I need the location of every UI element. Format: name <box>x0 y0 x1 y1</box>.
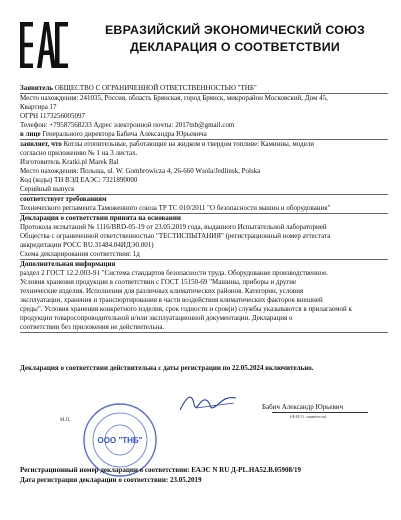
additional-line6: продукции товаросопроводительной и/или эксплуатационной документации. Декларация о <box>20 314 293 322</box>
applicant-contacts: Телефон: +79587568233 Адрес электронной почты: 2017tnb@gmail.com <box>20 121 235 129</box>
registration-date-label: Дата регистрации декларации о соответствии: <box>20 476 169 484</box>
additional-line7: соответствии без приложения не действительна. <box>20 323 388 333</box>
eac-logo-icon <box>20 22 68 68</box>
stamp-place-mark: М.П. <box>60 418 71 423</box>
header-title: ДЕКЛАРАЦИЯ О СООТВЕТСТВИИ <box>129 40 341 54</box>
additional-line2: Условия хранения продукции в соответствии с ГОСТ 15150-69 "Машины, приборы и другие <box>20 278 297 286</box>
additional-line4: эксплуатации, хранения и транспортирования в части воздействия климатических факторов внешней <box>20 296 323 304</box>
basis-line2: Общества с ограниченной ответственностью "ТЕСТИСПЫТАНИЯ" (регистрационный номер аттестата <box>20 232 331 240</box>
registration-date: 23.05.2019 <box>169 476 202 484</box>
additional-label: Дополнительная информация <box>20 260 116 268</box>
basis-line1: Протокола испытаний № 1116/BRD-05-19 от 23.05.2019 года, выданного Испытательной лабораторией <box>20 223 327 231</box>
stamp-org: ООО "ТНБ" <box>97 436 143 445</box>
rep-name: Генерального директора Бабича Александра Юрьевича <box>42 130 207 138</box>
additional-line3: технические изделия. Исполнения для различных климатических районов. Категории, условия <box>20 287 304 295</box>
product-line <box>20 140 388 149</box>
validity-date: 22.05.2024 включительно. <box>231 364 314 372</box>
additional-line5: среды". Условия хранения конкретного изделия, срок годности и срок(и) службы указываются в прилагаемой к <box>20 305 352 313</box>
applicant-address2: Квартира 17 <box>20 103 57 111</box>
basis-scheme: Схема декларирования соответствия: 1д <box>20 250 388 260</box>
handwritten-signature <box>178 390 240 416</box>
applicant-name: ОБЩЕСТВО С ОГРАНИЧЕННОЙ ОТВЕТСТВЕННОСТЬЮ "ТНБ" <box>54 84 257 92</box>
product-code: Код (коды) ТН ВЭД ЕАЭС: 7321890000 <box>20 176 138 184</box>
registration-number-line <box>20 466 388 475</box>
rep-label: в лице <box>20 130 41 138</box>
product-line2: согласно приложению № 1 на 3 листах. <box>20 149 138 157</box>
signatory-name: Бабич Александр Юрьевич <box>262 403 344 411</box>
basis-label: Декларация о соответствии принята на основании <box>20 214 181 222</box>
product-serial: Серийный выпуск <box>20 185 388 195</box>
product-maker: Изготовитель Kratki.pl Marek Bal <box>20 158 119 166</box>
product-label: заявляет, что <box>20 140 62 148</box>
registration-number: ЕАЭС N RU Д-PL.HA52.B.05908/19 <box>191 466 301 474</box>
product-maker-address: Место нахождения: Польша, ul. W. Gombrowicza 4, 26-660 Wsola/Jedlinsk, Polska <box>20 167 261 175</box>
additional-line1: раздел 2 ГОСТ 12.2.003-91 "Система стандартов безопасности труда. Оборудование производственное. <box>20 269 329 277</box>
eac-logo <box>20 22 68 68</box>
product-text: Котлы отопительные, работающие на жидком и твердом топливе: Каминны, модели <box>63 140 314 148</box>
validity-label: Декларация о соответствии действительна с даты регистрации по <box>20 364 231 372</box>
validity-line <box>20 364 388 373</box>
requirements-label: соответствует требованиям <box>20 195 107 203</box>
basis-line3: аккредитации РОСС RU.31484.04ИДЭ0.001) <box>20 241 154 249</box>
registration-number-label: Регистрационный номер декларации о соответствии: <box>20 466 190 474</box>
applicant-label: Заявитель <box>20 84 53 92</box>
applicant-ogrn: ОГРН 1173256005097 <box>20 112 86 120</box>
registration-date-line <box>20 476 388 485</box>
applicant-line <box>20 84 388 94</box>
signatory-caption: (Ф.И.О. заявителя) <box>290 414 327 419</box>
document-header <box>80 22 390 55</box>
header-union: ЕВРАЗИЙСКИЙ ЭКОНОМИЧЕСКИЙ СОЮЗ <box>104 23 366 37</box>
applicant-rep-line <box>20 130 388 140</box>
applicant-address: Место нахождения: 241035, Россия, область Брянская, город Брянск, микрорайон Московский, Дом 45, <box>20 94 328 102</box>
signature-line <box>272 412 368 413</box>
requirements-text: Технического регламента Таможенного союза ТР ТС 010/2011 "О безопасности машин и оборудования" <box>20 204 388 214</box>
